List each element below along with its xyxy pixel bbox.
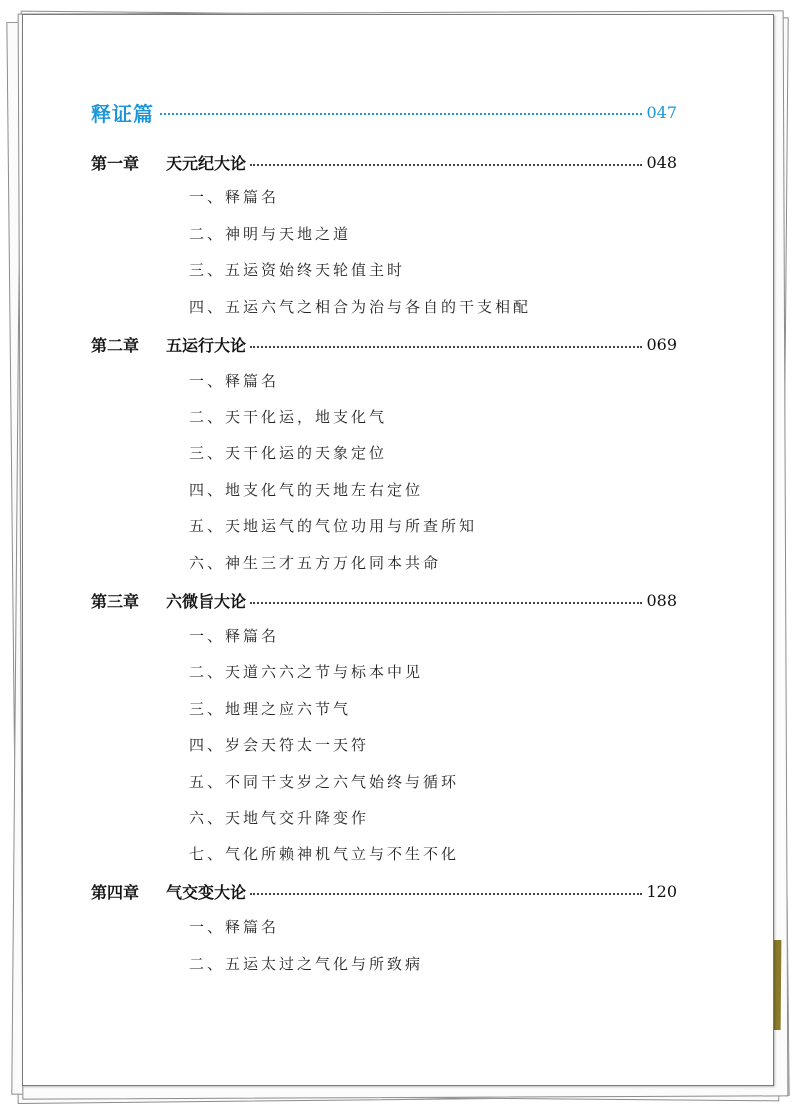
leader-dots [250,346,642,348]
chapter-row [91,330,677,358]
part-heading [91,95,677,129]
chapter-label: 第二章 [91,335,140,355]
leader-dots [250,164,642,166]
section-item: 五、天地运气的气位功用与所查所知 [189,517,478,535]
section-item: 三、五运资始终天轮值主时 [189,261,406,279]
section-item: 五、不同干支岁之六气始终与循环 [189,773,460,791]
section-item: 一、释篇名 [189,188,280,206]
chapter-page-number: 069 [646,334,677,354]
chapter-row [91,877,677,905]
section-item: 三、天干化运的天象定位 [189,444,388,462]
chapter-label: 第四章 [91,882,140,902]
chapter-page-number: 120 [646,881,677,901]
chapter-row [91,586,677,614]
chapter-page-number: 088 [646,590,677,610]
chapter-label: 第一章 [91,153,140,173]
section-item: 四、地支化气的天地左右定位 [189,481,424,499]
section-item: 六、天地气交升降变作 [189,809,370,827]
section-item: 一、释篇名 [189,627,280,645]
section-item: 二、天道六六之节与标本中见 [189,663,424,681]
chapter-title: 六微旨大论 [166,591,247,611]
chapter-title: 五运行大论 [166,335,247,355]
leader-dots [160,113,642,115]
leader-dots [250,893,642,895]
part-page-number: 047 [646,102,677,122]
section-item: 七、气化所赖神机气立与不生不化 [189,845,460,863]
part-title: 释证篇 [91,101,154,126]
chapter-row [91,148,677,176]
chapter-page-number: 048 [646,152,677,172]
section-item: 二、五运太过之气化与所致病 [189,955,424,973]
chapter-label: 第三章 [91,591,140,611]
section-item: 二、神明与天地之道 [189,225,352,243]
leader-dots [250,602,642,604]
section-item: 六、神生三才五方万化同本共命 [189,554,442,572]
section-item: 四、岁会天符太一天符 [189,736,370,754]
section-item: 一、释篇名 [189,372,280,390]
section-item: 四、五运六气之相合为治与各自的干支相配 [189,298,532,316]
toc-page [22,14,774,1086]
section-item: 一、释篇名 [189,918,280,936]
chapter-title: 天元纪大论 [166,153,247,173]
section-item: 二、天干化运，地支化气 [189,408,388,426]
section-item: 三、地理之应六节气 [189,700,352,718]
chapter-title: 气交变大论 [166,882,247,902]
